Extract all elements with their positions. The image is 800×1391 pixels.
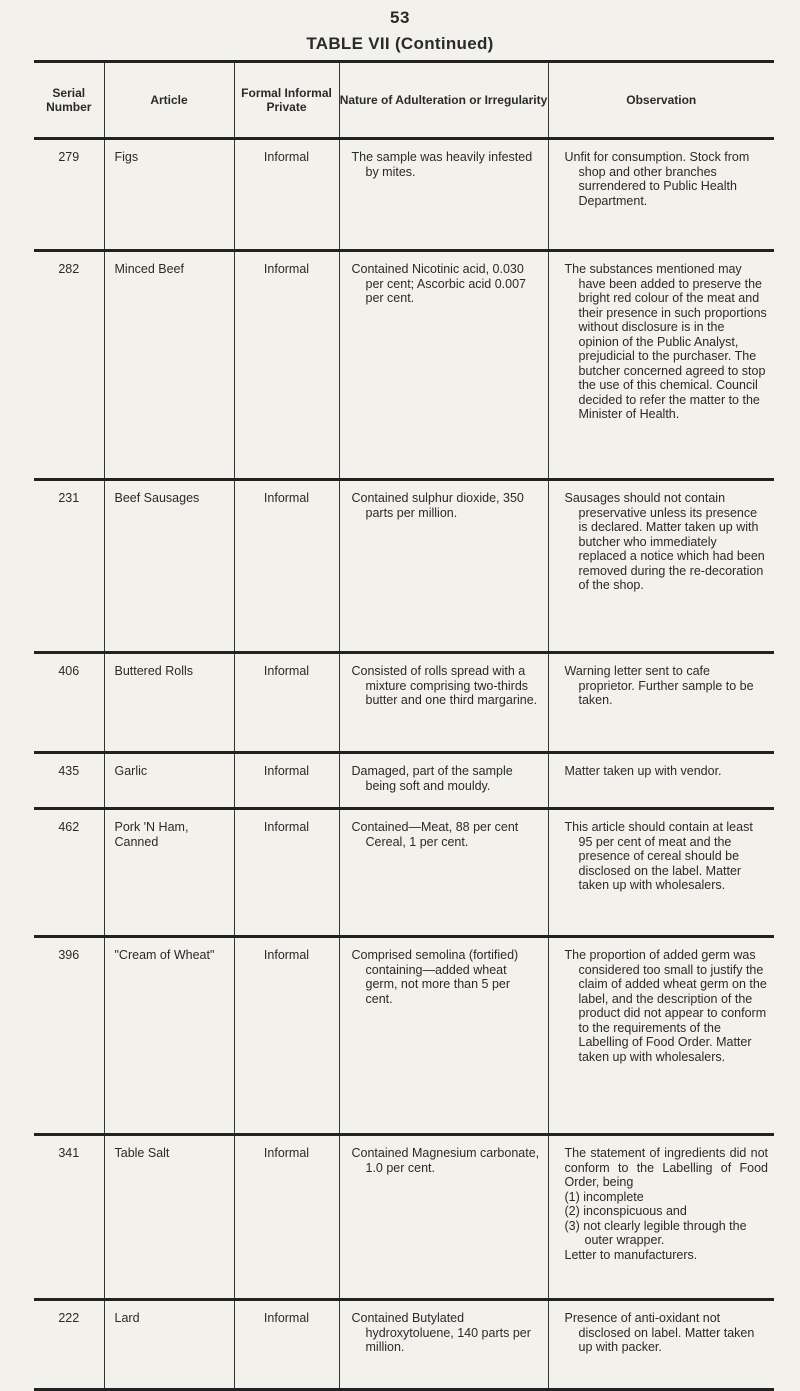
sample-type-cell: Informal	[234, 1300, 339, 1390]
article-cell: Beef Sausages	[104, 480, 234, 653]
observation-text: Sausages should not contain preservative unless its presence is declared. Matter taken up with butcher who immediately replaced a notice which had been removed during the re-decoration of the shop.	[564, 491, 765, 592]
table-row	[34, 809, 774, 937]
header-serial-number: Serial Number	[34, 62, 104, 139]
sample-type-cell: Informal	[234, 809, 339, 937]
observation-text: Presence of anti-oxidant not disclosed on label. Matter taken up with packer.	[564, 1311, 755, 1354]
header-formal-informal-private: Formal Informal Private	[234, 62, 339, 139]
nature-text: Damaged, part of the sample being soft and mouldy.	[351, 764, 513, 793]
sample-type-cell: Informal	[234, 1135, 339, 1300]
sample-type-cell: Informal	[234, 480, 339, 653]
sample-type-cell: Informal	[234, 937, 339, 1135]
sample-type-cell: Informal	[234, 753, 339, 809]
table-row	[34, 753, 774, 809]
article-cell: Buttered Rolls	[104, 653, 234, 753]
article-cell: "Cream of Wheat"	[104, 937, 234, 1135]
serial-number-cell: 282	[34, 251, 104, 480]
serial-number-cell: 341	[34, 1135, 104, 1300]
observation-cell	[548, 653, 774, 753]
nature-text: Consisted of rolls spread with a mixture comprising two-thirds butter and one third margarine.	[351, 664, 538, 707]
observation-cell	[548, 809, 774, 937]
nature-text: Contained Butylated hydroxytoluene, 140 parts per million.	[351, 1311, 531, 1354]
article-cell: Garlic	[104, 753, 234, 809]
nature-text: Contained Magnesium carbonate, 1.0 per cent.	[351, 1146, 540, 1175]
header-observation: Observation	[548, 62, 774, 139]
observation-text: The proportion of added germ was considered too small to justify the claim of added wheat germ on the label, and the description of the product did not appear to conform to the requirements of the Labelling of Food Order. Matter taken up with wholesalers.	[564, 948, 767, 1064]
table-row	[34, 937, 774, 1135]
observation-cell	[548, 753, 774, 809]
header-article: Article	[104, 62, 234, 139]
observation-cell	[548, 1135, 774, 1300]
serial-number-cell: 406	[34, 653, 104, 753]
nature-text: Comprised semolina (fortified) containing—added wheat germ, not more than 5 per cent.	[351, 948, 519, 1006]
observation-list-item: (3) not clearly legible through the outer wrapper.	[564, 1218, 747, 1247]
nature-cell	[339, 1300, 548, 1390]
article-cell: Lard	[104, 1300, 234, 1390]
table-row	[34, 1300, 774, 1390]
adulteration-table	[34, 60, 774, 1391]
nature-cell	[339, 937, 548, 1135]
observation-cell	[548, 480, 774, 653]
nature-cell	[339, 653, 548, 753]
serial-number-cell: 279	[34, 139, 104, 251]
observation-list-item: (2) inconspicuous and	[564, 1204, 687, 1218]
nature-text: The sample was heavily infested by mites.	[351, 150, 533, 179]
header-nature-of-adulteration: Nature of Adulteration or Irregularity	[339, 62, 548, 139]
nature-cell	[339, 809, 548, 937]
serial-number-cell: 462	[34, 809, 104, 937]
observation-list-item: (1) incomplete	[564, 1189, 644, 1204]
table-row	[34, 251, 774, 480]
article-cell: Minced Beef	[104, 251, 234, 480]
article-cell: Figs	[104, 139, 234, 251]
sample-type-cell: Informal	[234, 653, 339, 753]
observation-cell	[548, 937, 774, 1135]
serial-number-cell: 231	[34, 480, 104, 653]
table-row	[34, 653, 774, 753]
observation-text: This article should contain at least 95 per cent of meat and the presence of cereal should be disclosed on the label. Matter taken up with wholesalers.	[564, 820, 753, 892]
nature-text: Contained Nicotinic acid, 0.030 per cent; Ascorbic acid 0.007 per cent.	[351, 262, 527, 305]
article-cell: Pork 'N Ham, Canned	[104, 809, 234, 937]
serial-number-cell: 222	[34, 1300, 104, 1390]
observation-text: Warning letter sent to cafe proprietor. Further sample to be taken.	[564, 664, 754, 707]
observation-intro: The statement of ingredients did not conform to the Labelling of Food Order, being	[564, 1146, 768, 1189]
table-row	[34, 480, 774, 653]
observation-text: The substances mentioned may have been added to preserve the bright red colour of the meat and their presence in such proportions without disclosure is in the opinion of the Public Analyst, prejudicial to the purchaser. The butcher concerned agreed to stop the use of this chemical. Council decided to refer the matter to the Minister of Health.	[564, 262, 767, 421]
serial-number-cell: 435	[34, 753, 104, 809]
serial-number-cell: 396	[34, 937, 104, 1135]
nature-cell	[339, 480, 548, 653]
observation-cell	[548, 1300, 774, 1390]
observation-cell	[548, 139, 774, 251]
sample-type-cell: Informal	[234, 139, 339, 251]
article-cell: Table Salt	[104, 1135, 234, 1300]
observation-text: Matter taken up with vendor.	[564, 764, 722, 778]
observation-outro: Letter to manufacturers.	[564, 1247, 698, 1262]
nature-cell	[339, 1135, 548, 1300]
nature-cell	[339, 251, 548, 480]
nature-text: Contained sulphur dioxide, 350 parts per million.	[351, 491, 524, 520]
nature-cell	[339, 753, 548, 809]
observation-cell	[548, 251, 774, 480]
table-row	[34, 1135, 774, 1300]
page-number: 53	[390, 8, 410, 27]
table-row	[34, 139, 774, 251]
observation-text: Unfit for consumption. Stock from shop and other branches surrendered to Public Health Department.	[564, 150, 750, 208]
sample-type-cell: Informal	[234, 251, 339, 480]
table-title: TABLE VII (Continued)	[306, 34, 494, 53]
header-row	[34, 62, 774, 139]
nature-text: Contained—Meat, 88 per cent Cereal, 1 per cent.	[351, 820, 519, 849]
nature-cell	[339, 139, 548, 251]
